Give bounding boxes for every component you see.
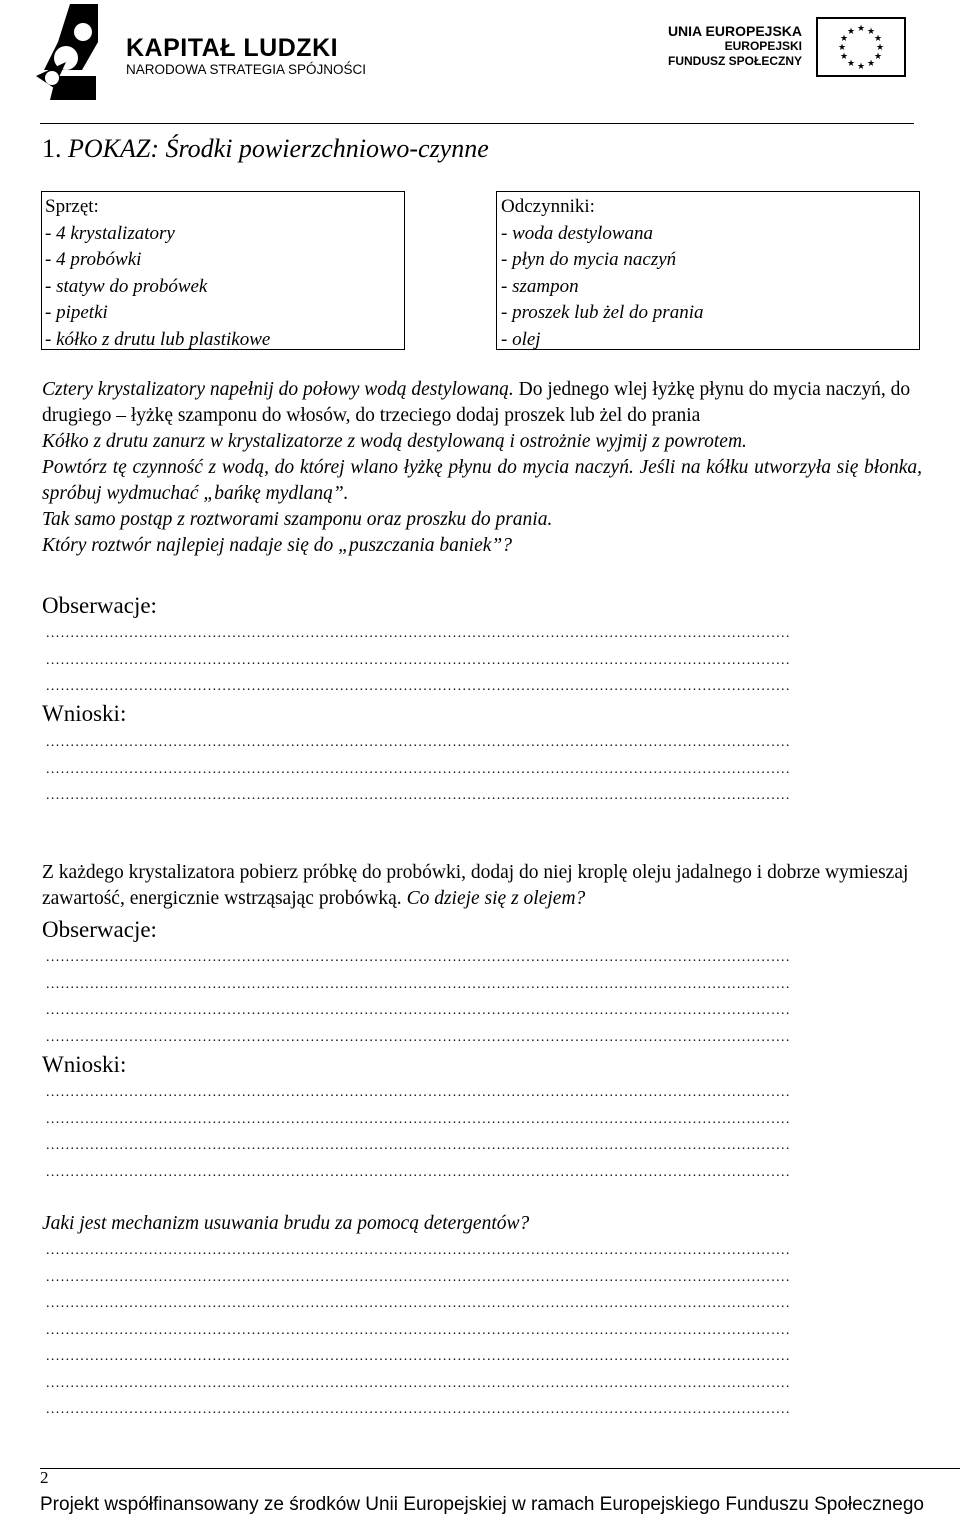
observations-heading-2: Obserwacje: [42,917,157,942]
instruction-2: Kółko z drutu zanurz w krystalizatorze z wodą destylowaną i ostrożnie wyjmij z powrotem. [42,431,747,452]
equipment-item: - statyw do probówek [45,275,208,297]
equipment-item: - 4 krystalizatory [45,222,175,244]
svg-text:★: ★ [856,24,866,34]
dotted-line: ........................................................................................................................................................ [46,1003,791,1018]
dotted-line: ........................................................................................................................................................ [46,1349,791,1364]
reagent-item: - płyn do mycia naczyń [501,249,677,270]
task-2-text: Z każdego krystalizatora pobierz próbkę do probówki, dodaj do niej kroplę oleju jadalnego i dobrze wymieszaj zawartość, energicznie wstrząsając probówką. [42,862,909,909]
title-text: POKAZ: Środki powierzchniowo-czynne [68,134,489,163]
reagent-item: - szampon [501,275,579,297]
dotted-line: ........................................................................................................................................................ [46,976,791,992]
equipment-item: - 4 probówki [45,249,142,270]
svg-text:★: ★ [846,59,856,69]
dotted-line: ........................................................................................................................................................ [46,950,791,965]
footer-divider [40,1468,960,1469]
dotted-line: ........................................................................................................................................................ [46,1085,791,1100]
dotted-line: ........................................................................................................................................................ [46,1296,791,1311]
task-2 [42,860,922,912]
dotted-line: ........................................................................................................................................................ [46,679,791,694]
svg-text:★: ★ [873,34,883,44]
instruction-5: Który roztwór najlepiej nadaje się do „puszczania baniek”? [42,535,512,556]
equipment-item: - pipetki [45,302,108,323]
dotted-line: ........................................................................................................................................................ [46,1375,791,1391]
eu-line-3: FUNDUSZ SPOŁECZNY [667,54,802,68]
page-number: 2 [40,1468,49,1487]
instruction-4: Tak samo postąp z roztworami szamponu oraz proszku do prania. [42,509,553,530]
instruction-1 [42,377,922,429]
instruction-1-italic: Cztery krystalizatory napełnij do połowy wodą destylowaną. [42,379,514,400]
dotted-line: ........................................................................................................................................................ [46,1138,791,1153]
observations-heading-1: Obserwacje: [42,593,157,618]
answer-lines-conclusions-1 [46,730,916,810]
kapital-ludzki-emblem-icon [36,2,126,106]
svg-text:★: ★ [856,62,866,72]
logo-subtitle: NARODOWA STRATEGIA SPÓJNOŚCI [126,62,367,77]
svg-text:★: ★ [873,52,883,62]
instruction-3: Powtórz tę czynność z wodą, do której wlano łyżkę płynu do mycia naczyń. Jeśli na kółku utworzyła się błonka, spróbuj wydmuchać „bańkę mydlaną”. [42,457,922,504]
reagent-item: - proszek lub żel do prania [501,302,704,323]
equipment-box [41,191,405,350]
dotted-line: ........................................................................................................................................................ [46,1402,791,1417]
svg-text:★: ★ [839,34,849,44]
eu-line-1: UNIA EUROPEJSKA [667,23,802,39]
instruction-1-rest: Do jednego wlej łyżkę płynu do mycia naczyń, do drugiego – łyżkę szamponu do włosów, do trzeciego dodaj proszek lub żel do prania [42,379,911,426]
eu-flag-icon [816,17,906,77]
dotted-line: ........................................................................................................................................................ [46,761,791,777]
task-2-question: Co dzieje się z olejem? [401,888,586,909]
dotted-line: ........................................................................................................................................................ [46,626,791,641]
answer-lines-conclusions-2 [46,1080,916,1186]
svg-text:★: ★ [846,27,856,37]
dotted-line: ........................................................................................................................................................ [46,1164,791,1180]
logo-name: KAPITAŁ LUDZKI [126,34,339,62]
svg-text:★: ★ [837,43,847,53]
svg-text:★: ★ [839,52,849,62]
dotted-line: ........................................................................................................................................................ [46,1243,791,1258]
dotted-line: ........................................................................................................................................................ [46,788,791,803]
svg-text:★: ★ [866,27,876,37]
answer-lines-question-3 [46,1238,916,1424]
reagents-heading: Odczynniki: [501,196,595,217]
question-3: Jaki jest mechanizm usuwania brudu za pomocą detergentów? [42,1213,530,1234]
reagents-box [496,191,920,350]
page-title [42,134,489,164]
equipment-heading: Sprzęt: [45,196,99,217]
title-number: 1. [42,134,62,163]
eu-logo-text [668,24,802,69]
dotted-line: ........................................................................................................................................................ [46,1322,791,1338]
conclusions-heading-2: Wnioski: [42,1052,127,1077]
instructions [42,377,922,559]
header-divider [40,123,914,124]
dotted-line: ........................................................................................................................................................ [46,1269,791,1285]
conclusions-heading-1: Wnioski: [42,701,127,726]
equipment-item: - kółko z drutu lub plastikowe [45,328,271,350]
answer-lines-observations-1 [46,621,916,701]
footer-text: Projekt współfinansowany ze środków Unii Europejskiej w ramach Europejskiego Funduszu Społecznego [40,1494,924,1515]
answer-lines-observations-2 [46,945,916,1051]
dotted-line: ........................................................................................................................................................ [46,1111,791,1127]
dotted-line: ........................................................................................................................................................ [46,652,791,668]
svg-text:★: ★ [875,43,885,53]
reagent-item: - woda destylowana [501,222,653,244]
dotted-line: ........................................................................................................................................................ [46,1029,791,1045]
eu-line-2: EUROPEJSKI [724,39,802,53]
dotted-line: ........................................................................................................................................................ [46,735,791,750]
reagent-item: - olej [501,328,541,350]
svg-text:★: ★ [866,59,876,69]
